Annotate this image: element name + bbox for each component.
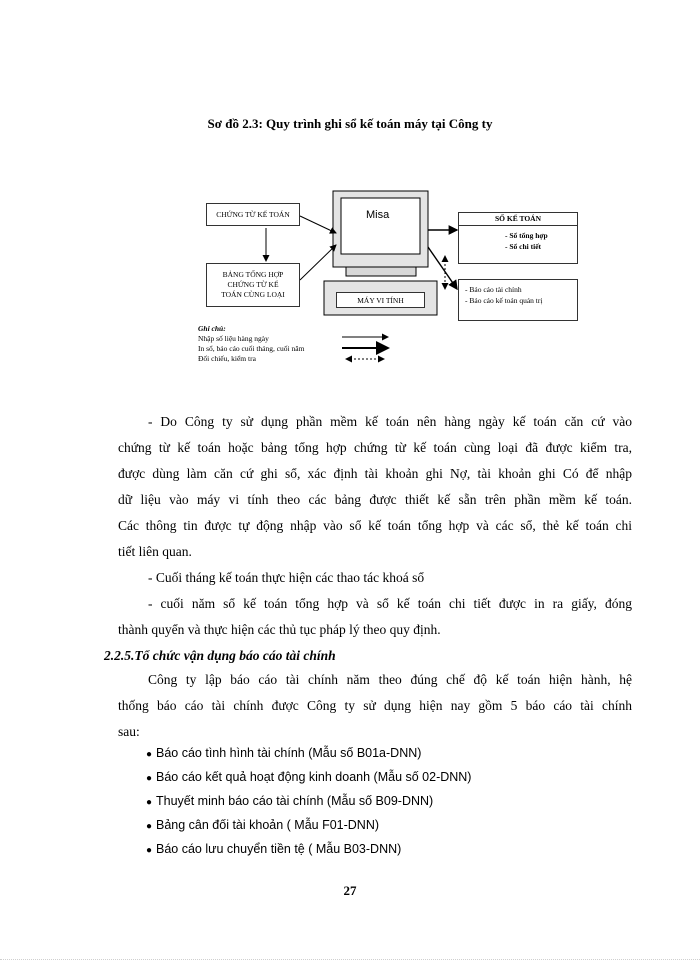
chung-tu-label: CHỨNG TỪ KẾ TOÁN bbox=[216, 210, 290, 219]
accounting-flow-diagram bbox=[196, 185, 596, 380]
section-heading: 2.2.5.Tổ chức vận dụng báo cáo tài chính bbox=[104, 648, 336, 663]
legend-item-doi-chieu: Đối chiếu, kiểm tra bbox=[198, 354, 256, 363]
monitor-stand bbox=[346, 267, 416, 276]
list-item bbox=[146, 765, 471, 789]
report-list bbox=[146, 741, 471, 861]
p1-line: dữ liệu vào máy vi tính theo các bảng được thiết kế sẵn trên phần mềm kế toán. bbox=[118, 492, 632, 507]
page-number: 27 bbox=[343, 883, 357, 898]
bao-cao-box bbox=[458, 279, 578, 321]
monitor-screen bbox=[341, 198, 420, 254]
paragraph-4 bbox=[118, 667, 632, 745]
diagram-title: Sơ đồ 2.3: Quy trình ghi sổ kế toán máy tại Công ty bbox=[207, 116, 493, 131]
list-item bbox=[146, 741, 471, 765]
p3-line: thành quyển và thực hiện các thủ tục pháp lý theo quy định. bbox=[118, 622, 441, 637]
list-item-text: Thuyết minh báo cáo tài chính (Mẫu số B09-DNN) bbox=[156, 794, 434, 808]
legend-item-nhap: Nhập số liệu hàng ngày bbox=[198, 334, 269, 343]
p4-line: Công ty lập báo cáo tài chính năm theo đúng chế độ kế toán hiện hành, hệ bbox=[148, 672, 632, 687]
chung-tu-ke-toan-box bbox=[206, 203, 300, 226]
list-item-text: Bảng cân đối tài khoản ( Mẫu F01-DNN) bbox=[156, 818, 380, 832]
list-item bbox=[146, 789, 471, 813]
may-vi-tinh-box bbox=[336, 292, 425, 308]
bao-cao-tai-chinh: - Báo cáo tài chính bbox=[465, 285, 522, 294]
list-item bbox=[146, 837, 471, 861]
paragraph-1 bbox=[118, 409, 632, 643]
bullet-icon: ● bbox=[146, 845, 153, 856]
list-item-text: Báo cáo lưu chuyển tiền tệ ( Mẫu B03-DNN) bbox=[156, 842, 402, 856]
so-ke-toan-box bbox=[458, 212, 578, 264]
bullet-icon: ● bbox=[146, 797, 153, 808]
bullet-icon: ● bbox=[146, 821, 153, 832]
p4-line: thống báo cáo tài chính được Công ty sử dụng hiện nay gồm 5 báo cáo tài chính bbox=[118, 698, 632, 713]
legend-title: Ghi chú: bbox=[198, 324, 226, 333]
p1-line: chứng từ kế toán hoặc bảng tổng hợp chứng từ kế toán cùng loại đã được kiểm tra, bbox=[118, 440, 632, 455]
p3-line: - cuối năm sổ kế toán tổng hợp và sổ kế toán chi tiết được in ra giấy, đóng bbox=[148, 596, 632, 611]
legend-item-in: In sổ, báo cáo cuối tháng, cuối năm bbox=[198, 344, 305, 353]
legend bbox=[198, 324, 304, 364]
bang-tong-hop-box bbox=[206, 263, 300, 307]
so-chi-tiet: - Sổ chi tiết bbox=[505, 242, 542, 251]
misa-label: Misa bbox=[366, 209, 390, 221]
arrow-bang-th-misa bbox=[300, 245, 336, 280]
bullet-icon: ● bbox=[146, 773, 153, 784]
so-ke-toan-title: SỔ KẾ TOÁN bbox=[459, 213, 577, 226]
so-tong-hop: - Sổ tổng hợp bbox=[505, 231, 548, 240]
list-item-text: Báo cáo kết quả hoạt động kinh doanh (Mẫu số 02-DNN) bbox=[156, 770, 472, 784]
p1-line: - Do Công ty sử dụng phần mềm kế toán nên hàng ngày kế toán căn cứ vào bbox=[148, 414, 632, 429]
may-vi-tinh-label: MÁY VI TÍNH bbox=[357, 295, 404, 305]
paragraph-2: - Cuối tháng kế toán thực hiện các thao tác khoá sổ bbox=[148, 570, 425, 585]
bang-th-line-3: TOÁN CÙNG LOẠI bbox=[221, 290, 285, 299]
list-item-text: Báo cáo tình hình tài chính (Mẫu số B01a-DNN) bbox=[156, 746, 422, 760]
p1-line: được dùng làm căn cứ ghi sổ, xác định tài khoản ghi Nợ, tài khoản ghi Có để nhập bbox=[118, 466, 632, 481]
arrow-chung-tu-misa bbox=[300, 216, 336, 233]
p4-line: sau: bbox=[118, 724, 140, 739]
bao-cao-quan-tri: - Báo cáo kế toán quản trị bbox=[465, 296, 543, 305]
list-item bbox=[146, 813, 471, 837]
bullet-icon: ● bbox=[146, 749, 153, 760]
bang-th-line-1: BẢNG TỔNG HỢP bbox=[222, 270, 284, 279]
p1-line: tiết liên quan. bbox=[118, 544, 192, 559]
p1-line: Các thông tin được tự động nhập vào sổ kế toán tổng hợp và các sổ, thẻ kế toán chi bbox=[118, 518, 632, 533]
bang-th-line-2: CHỨNG TỪ KẾ bbox=[227, 280, 279, 289]
